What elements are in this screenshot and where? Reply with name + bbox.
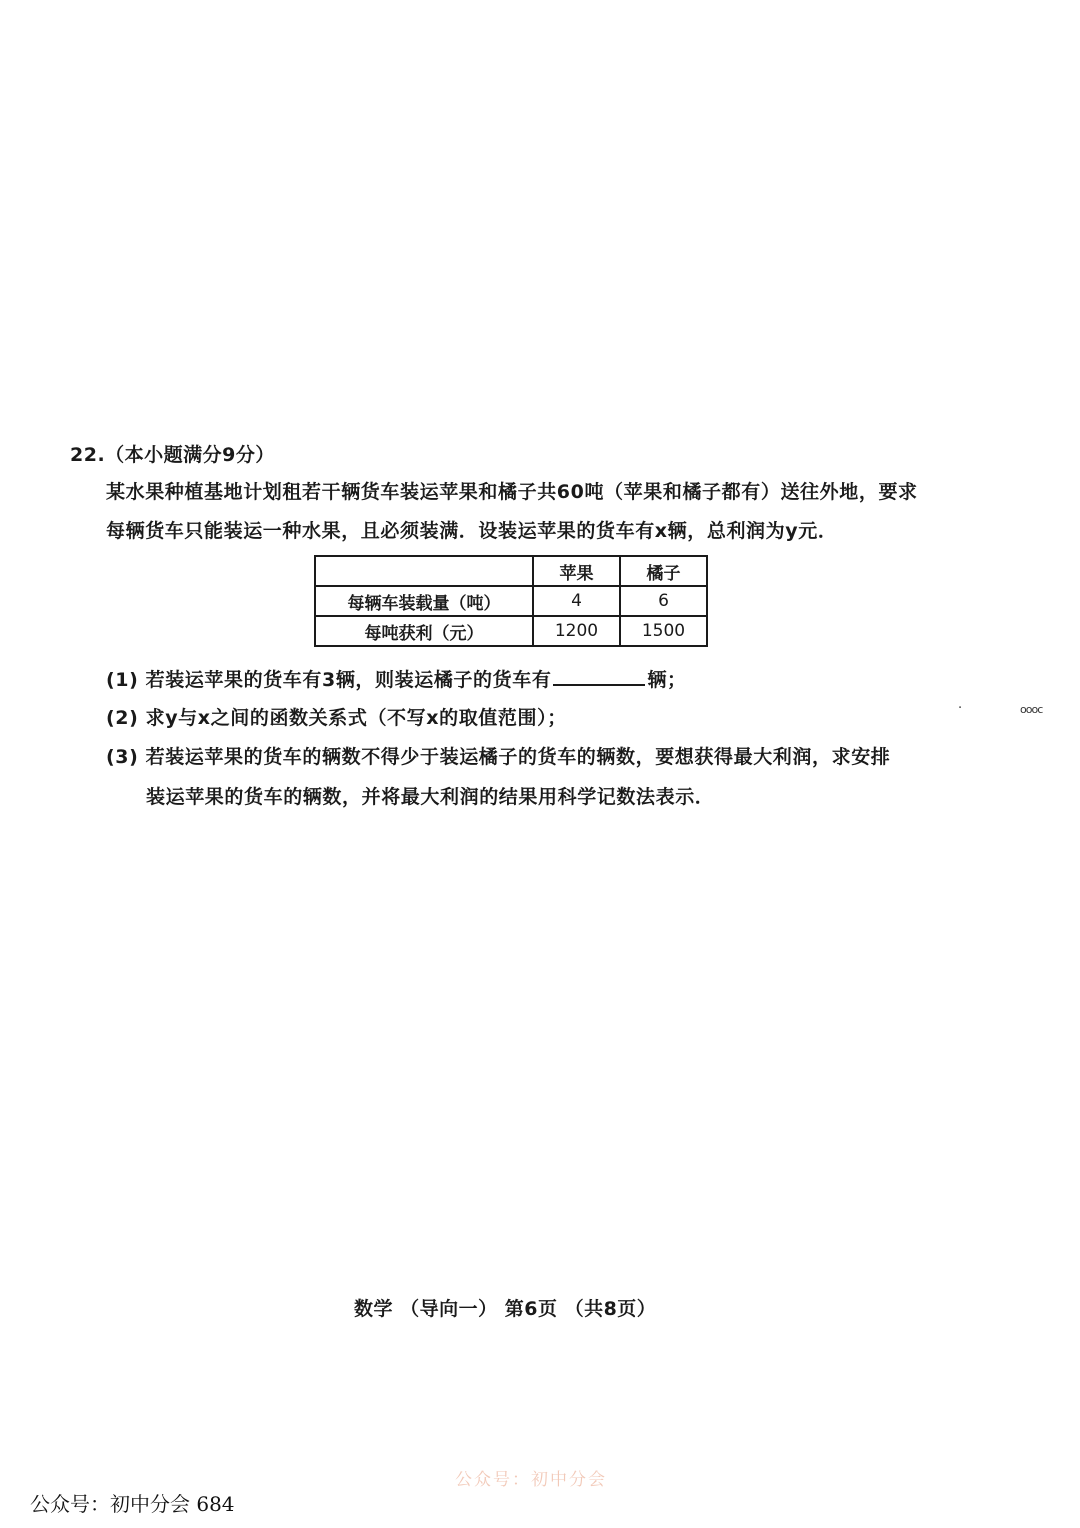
question-header: 22.（本小题满分9分） xyxy=(70,444,275,466)
table-cell: 6 xyxy=(620,586,707,616)
subquestion-1-suffix: 辆； xyxy=(647,669,687,691)
table-corner-cell xyxy=(315,556,533,586)
margin-mark: oooc xyxy=(1020,703,1043,716)
answer-blank[interactable] xyxy=(553,664,645,686)
data-table xyxy=(314,555,708,647)
subquestion-1-text: (1) 若装运苹果的货车有3辆，则装运橘子的货车有 xyxy=(106,669,552,691)
subquestion-3-line-1: (3) 若装运苹果的货车的辆数不得少于装运橘子的货车的辆数，要想获得最大利润，求安排 xyxy=(106,746,891,768)
subquestion-1 xyxy=(106,664,687,692)
page-footer: 数学 （导向一） 第6页 （共8页） xyxy=(354,1298,657,1320)
table-row xyxy=(315,616,707,646)
table-row-label: 每吨获利（元） xyxy=(315,616,533,646)
credit-text: 公众号：初中分会 684 xyxy=(30,1492,235,1516)
table-row-label: 每辆车装载量（吨） xyxy=(315,586,533,616)
table-cell: 1200 xyxy=(533,616,620,646)
table-cell: 1500 xyxy=(620,616,707,646)
table-header-apple: 苹果 xyxy=(533,556,620,586)
question-stem-line-2: 每辆货车只能装运一种水果，且必须装满．设装运苹果的货车有x辆，总利润为y元． xyxy=(106,520,838,542)
table-cell: 4 xyxy=(533,586,620,616)
question-stem-line-1: 某水果种植基地计划租若干辆货车装运苹果和橘子共60吨（苹果和橘子都有）送往外地，要求 xyxy=(106,481,918,503)
table-row xyxy=(315,586,707,616)
table-header-orange: 橘子 xyxy=(620,556,707,586)
margin-mark: · xyxy=(958,701,963,716)
subquestion-3-line-2: 装运苹果的货车的辆数，并将最大利润的结果用科学记数法表示． xyxy=(146,786,715,808)
watermark: 公众号：初中分会 xyxy=(455,1470,607,1490)
subquestion-2: (2) 求y与x之间的函数关系式（不写x的取值范围）； xyxy=(106,707,567,729)
table-header-row xyxy=(315,556,707,586)
